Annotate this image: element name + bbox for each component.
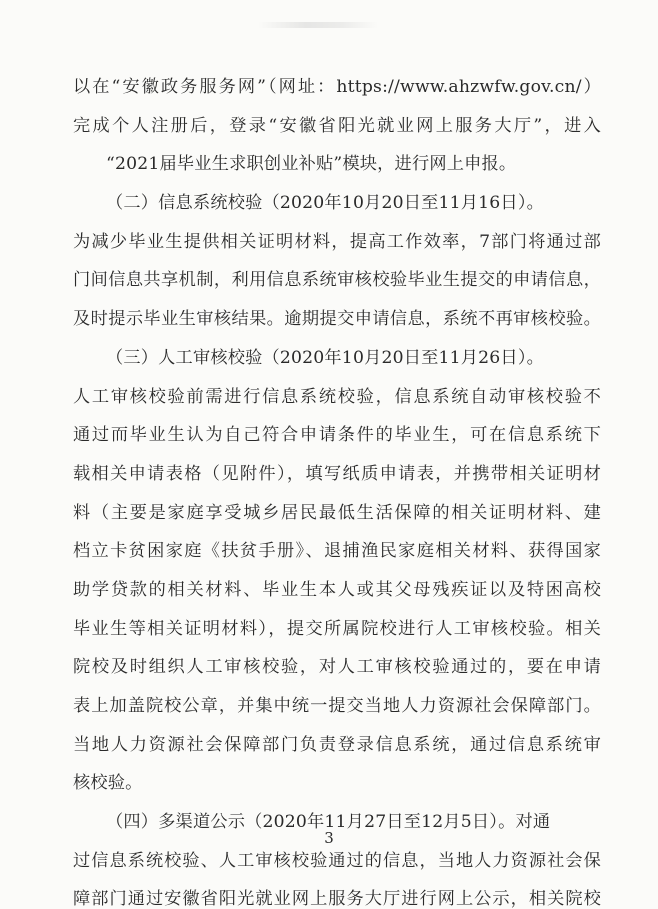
text-line: 毕业生等相关证明材料），提交所属院校进行人工审核校验。相关: [73, 618, 601, 639]
text-line: 人工审核校验前需进行信息系统校验，信息系统自动审核校验不: [73, 386, 601, 407]
section-heading: （三）人工审核校验（2020年10月20日至11月26日）。: [106, 347, 544, 368]
scan-artifact: [258, 22, 378, 28]
text-line: 载相关申请表格（见附件），填写纸质申请表，并携带相关证明材: [73, 463, 601, 484]
text-line: 障部门通过安徽省阳光就业网上服务大厅进行网上公示，相关院校: [73, 889, 601, 909]
text-line: 过信息系统校验、人工审核校验通过的信息，当地人力资源社会保: [73, 850, 601, 871]
text-line: 当地人力资源社会保障部门负责登录信息系统，通过信息系统审: [73, 734, 601, 755]
text-line: 通过而毕业生认为自己符合申请条件的毕业生，可在信息系统下: [73, 425, 601, 446]
text-line: 及时提示毕业生审核结果。逾期提交申请信息，系统不再审核校验。: [73, 309, 601, 330]
section-heading: （四）多渠道公示（2020年11月27日至12月5日）。对通: [106, 812, 551, 833]
text-line: 助学贷款的相关材料、毕业生本人或其父母残疾证以及特困高校: [73, 579, 601, 600]
text-line: 门间信息共享机制，利用信息系统审核校验毕业生提交的申请信息，: [73, 270, 601, 291]
text-line: 完成个人注册后，登录“安徽省阳光就业网上服务大厅”，进入: [73, 115, 601, 136]
text-line: 档立卡贫困家庭《扶贫手册》、退捕渔民家庭相关材料、获得国家: [73, 541, 601, 562]
section-heading: （二）信息系统校验（2020年10月20日至11月16日）。: [106, 193, 544, 214]
document-body: [73, 68, 601, 909]
text-line: 为减少毕业生提供相关证明材料，提高工作效率，7部门将通过部: [73, 231, 601, 252]
text-line: 表上加盖院校公章，并集中统一提交当地人力资源社会保障部门。: [73, 696, 601, 716]
text-line: “2021届毕业生求职创业补贴”模块，进行网上申报。: [106, 154, 517, 175]
page-number: 3: [324, 829, 334, 847]
text-line: 以在“安徽政务服务网”（网址：https://www.ahzwfw.gov.cn/）: [73, 77, 601, 97]
text-line: 料（主要是家庭享受城乡居民最低生活保障的相关证明材料、建: [73, 502, 601, 523]
text-line: 院校及时组织人工审核校验，对人工审核校验通过的，要在申请: [73, 657, 601, 678]
text-line: 核校验。: [73, 773, 143, 794]
